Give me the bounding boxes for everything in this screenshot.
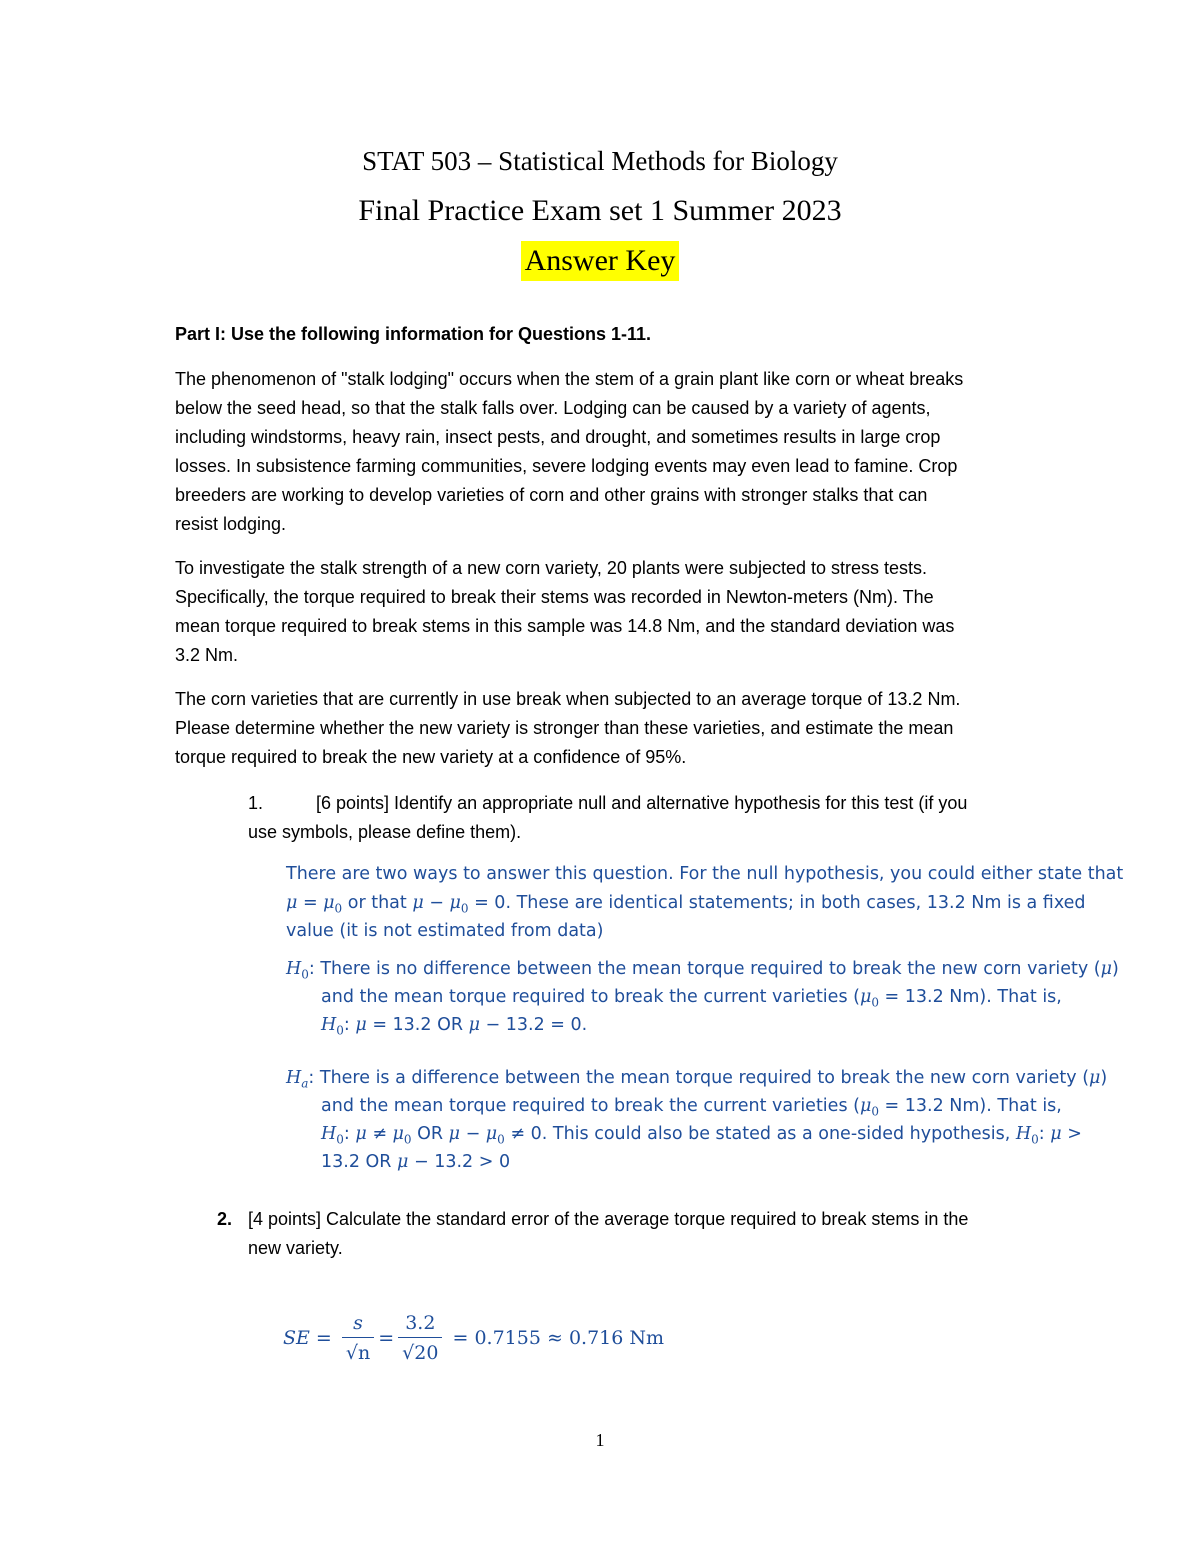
ha-line1: $H_a$: There is a difference between the mean torque required to break the new corn variety (μ)	[286, 1068, 1108, 1091]
paragraph-2	[175, 554, 1055, 670]
ha-text: . This could also be stated as a one-sided hypothesis,	[541, 1124, 1016, 1144]
question-2-text-line1: [4 points] Calculate the standard error of the average torque required to break stems in the	[248, 1209, 969, 1229]
paragraph-line: The corn varieties that are currently in use break when subjected to an average torque of 13.2 Nm.	[175, 689, 961, 709]
question-2-number: 2.	[217, 1209, 233, 1229]
fraction-denominator: √n	[345, 1342, 371, 1364]
answer-key-wrap	[0, 241, 1200, 281]
paragraph-line: losses. In subsistence farming communities, severe lodging events may even lead to famine. Crop	[175, 456, 958, 476]
answer-text: or that	[342, 893, 413, 913]
ha-text: OR	[411, 1124, 449, 1144]
answer-text: . These are identical statements; in both cases, 13.2 Nm is a fixed	[505, 893, 1086, 913]
h0-line3: $H_0$: μ = 13.2 OR μ − 13.2 = 0.	[321, 1015, 588, 1038]
fraction-values	[398, 1309, 442, 1368]
ha-text: OR	[359, 1152, 398, 1172]
fraction-s-over-root-n	[342, 1309, 374, 1368]
exam-title: Final Practice Exam set 1 Summer 2023	[358, 194, 842, 227]
paragraph-line: 3.2 Nm.	[175, 645, 239, 665]
ha-text: Nm). That is,	[943, 1096, 1062, 1116]
fraction-numerator: 3.2	[398, 1309, 442, 1338]
ha-text: and the mean torque required to break the current varieties (	[321, 1096, 860, 1116]
fraction-denominator: √20	[402, 1342, 439, 1364]
question-1-text-line2: use symbols, please define them).	[248, 822, 522, 842]
paragraph-line: breeders are working to develop varieties of corn and other grains with stronger stalks that can	[175, 485, 928, 505]
part1-heading: Part I: Use the following information for Questions 1-11.	[175, 324, 652, 344]
paragraph-line: To investigate the stalk strength of a new corn variety, 20 plants were subjected to stress tests.	[175, 558, 928, 578]
course-title: STAT 503 – Statistical Methods for Biology	[362, 146, 838, 176]
answer-key-label: Answer Key	[521, 241, 680, 281]
paragraph-3	[175, 685, 1055, 772]
question-1-text-line1: [6 points] Identify an appropriate null and alternative hypothesis for this test (if you	[316, 793, 968, 813]
ha-line4: 13.2 OR μ − 13.2 > 0	[321, 1152, 511, 1172]
ha-text: : There is a difference between the mean torque required to break the new corn variety (	[308, 1068, 1090, 1088]
paragraph-line: Specifically, the torque required to break their stems was recorded in Newton-meters (Nm). The	[175, 587, 934, 607]
page-number: 1	[595, 1430, 605, 1450]
answer-1-intro-line1: There are two ways to answer this question. For the null hypothesis, you could either state that	[286, 864, 1124, 884]
h0-text: : There is no difference between the mean torque required to break the new corn variety (	[308, 959, 1101, 979]
se-label: SE	[283, 1327, 310, 1349]
se-result: = 0.7155 ≈ 0.716 Nm	[452, 1327, 665, 1349]
h0-line2: and the mean torque required to break the current varieties ($\mu_0 = 13.2$ Nm). That is,	[321, 987, 1062, 1010]
paragraph-line: including windstorms, heavy rain, insect pests, and drought, and sometimes results in large crop	[175, 427, 941, 447]
h0-text: OR	[431, 1015, 469, 1035]
standard-error-formula: SE = $\frac{s}{√n}$ = $\frac{3.2}{√20}$ = 0.7155 ≈ 0.716 Nm	[283, 1309, 664, 1368]
answer-1-intro-line3: value (it is not estimated from data)	[286, 921, 604, 941]
h0-text: Nm). That is,	[943, 987, 1062, 1007]
ha-line2: and the mean torque required to break the current varieties ($\mu_0 = 13.2$ Nm). That is,	[321, 1096, 1062, 1119]
paragraph-line: mean torque required to break stems in this sample was 14.8 Nm, and the standard deviation was	[175, 616, 955, 636]
h0-text: and the mean torque required to break the current varieties (	[321, 987, 860, 1007]
answer-1-intro-line2: $\mu = \mu_0$ or that $\mu - \mu_0 = 0$. These are identical statements; in both cases, 13.2 Nm is a fixed	[286, 893, 1086, 916]
paragraph-line: below the seed head, so that the stalk falls over. Lodging can be caused by a variety of agents,	[175, 398, 931, 418]
question-2-text-line2: new variety.	[248, 1238, 343, 1258]
fraction-numerator: s	[342, 1309, 374, 1338]
h0-line1: $H_0$: There is no difference between the mean torque required to break the new corn variety (μ)	[286, 959, 1119, 982]
question-1-number: 1.	[248, 793, 264, 813]
paragraph-line: resist lodging.	[175, 514, 287, 534]
paragraph-line: The phenomenon of "stalk lodging" occurs when the stem of a grain plant like corn or wheat breaks	[175, 369, 964, 389]
paragraph-1	[175, 365, 1055, 539]
paragraph-line: torque required to break the new variety at a confidence of 95%.	[175, 747, 687, 767]
ha-line3: $H_0$: $\mu \ne \mu_0$ OR $\mu - \mu_0 \ne 0$. This could also be stated as a one-sided hypothesis, $H_0$: μ >	[321, 1124, 1082, 1147]
paragraph-line: Please determine whether the new variety is stronger than these varieties, and estimate the mean	[175, 718, 954, 738]
